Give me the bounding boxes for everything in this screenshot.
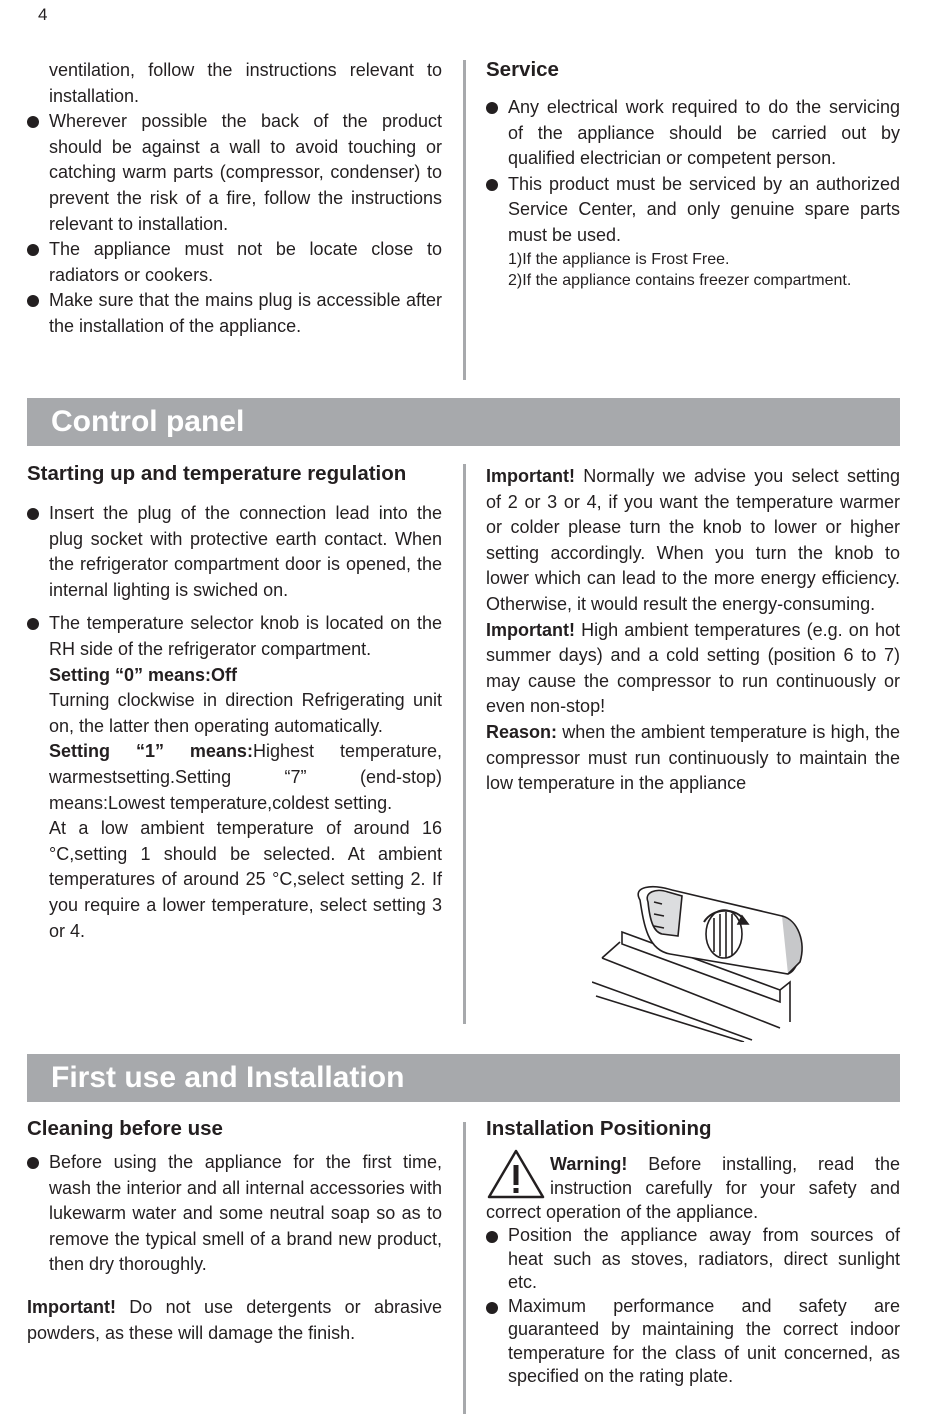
column-divider xyxy=(463,60,466,380)
setting-0-text: Turning clockwise in direction Refrigerating unit on, the latter then operating automatically. xyxy=(49,690,442,736)
cleaning-column xyxy=(27,1116,442,1346)
footnote: 2)If the appliance contains freezer compartment. xyxy=(508,271,852,289)
control-left-column xyxy=(27,461,442,944)
control-right-column xyxy=(486,464,900,797)
warning-block xyxy=(486,1152,900,1224)
list-item: The temperature selector knob is located on the RH side of the refrigerator compartment. xyxy=(27,611,442,662)
service-column xyxy=(486,57,900,291)
reason-note: Reason: when the ambient temperature is high, the compressor must run continuously to maintain the low temperature in the appliance xyxy=(486,721,900,794)
page-number: 4 xyxy=(38,5,48,24)
important-note: Important! Do not use detergents or abrasive powders, as these will damage the finish. xyxy=(27,1296,442,1343)
section-banner-control-panel xyxy=(27,398,900,446)
list-item: The appliance must not be locate close to radiators or cookers. xyxy=(27,237,442,288)
continuation-text: ventilation, follow the instructions relevant to installation. xyxy=(49,60,442,106)
installation-column xyxy=(486,1116,900,1389)
service-heading: Service xyxy=(486,58,559,81)
list-item: Wherever possible the back of the product should be against a wall to avoid touching or catching warm parts (compressor, condenser) to prevent the risk of a fire, follow the instructions relevant to installation. xyxy=(27,109,442,237)
top-left-column xyxy=(27,58,442,340)
list-item: Before using the appliance for the first time, wash the interior and all internal accessories with lukewarm water and some neutral soap so as to remove the typical smell of a brand new product, then dry thoroughly. xyxy=(27,1150,442,1278)
list-item: This product must be serviced by an authorized Service Center, and only genuine spare parts must be used. xyxy=(486,172,900,249)
column-divider xyxy=(463,1122,466,1414)
section-title: First use and Installation xyxy=(51,1061,405,1094)
footnote: 1)If the appliance is Frost Free. xyxy=(508,250,730,268)
setting-0-label: Setting “0” means:Off xyxy=(49,664,238,685)
section-title: Control panel xyxy=(51,405,245,438)
list-item: Insert the plug of the connection lead into the plug socket with protective earth contact. When the refrigerator compartment door is opened, the internal lighting is swiched on. xyxy=(27,501,442,603)
list-item: Maximum performance and safety are guaranteed by maintaining the correct indoor temperature for the class of unit concerned, as specified on the rating plate. xyxy=(486,1295,900,1389)
column-divider xyxy=(463,464,466,1024)
ambient-text: At a low ambient temperature of around 16 °C,setting 1 should be selected. At ambient temperatures of around 25 °C,select setting 2. If you require a lower temperature, select setting 3 or 4. xyxy=(49,818,442,941)
section-banner-first-use xyxy=(27,1054,900,1102)
warning-text: Warning! Before installing, read the instruction carefully for your safety and correct operation of the appliance. xyxy=(486,1154,900,1222)
important-note: Important! High ambient temperatures (e.g. on hot summer days) and a cold setting (position 6 to 7) may cause the compressor to run continuously or even non-stop! xyxy=(486,619,900,717)
installation-heading: Installation Positioning xyxy=(486,1117,712,1140)
starting-up-heading: Starting up and temperature regulation xyxy=(27,462,407,485)
list-item: Position the appliance away from sources of heat such as stoves, radiators, direct sunlight etc. xyxy=(486,1224,900,1295)
list-item: Make sure that the mains plug is accessible after the installation of the appliance. xyxy=(27,288,442,339)
cleaning-heading: Cleaning before use xyxy=(27,1117,223,1140)
important-note: Important! Normally we advise you select setting of 2 or 3 or 4, if you want the temperature warmer or colder please turn the knob to lower or higher setting accordingly. When you turn the knob to lower which can lead to the more energy efficiency. Otherwise, it would result the energy-consuming. xyxy=(486,466,900,614)
temperature-knob-illustration xyxy=(592,882,818,1042)
list-item: Any electrical work required to do the servicing of the appliance should be carried out by qualified electrician or competent person. xyxy=(486,95,900,172)
warning-triangle-icon xyxy=(486,1148,546,1200)
setting-1-text: Setting “1” means:Highest temperature, warmestsetting.Setting “7” (end-stop) means:Lowest temperature,coldest setting. xyxy=(49,741,442,813)
